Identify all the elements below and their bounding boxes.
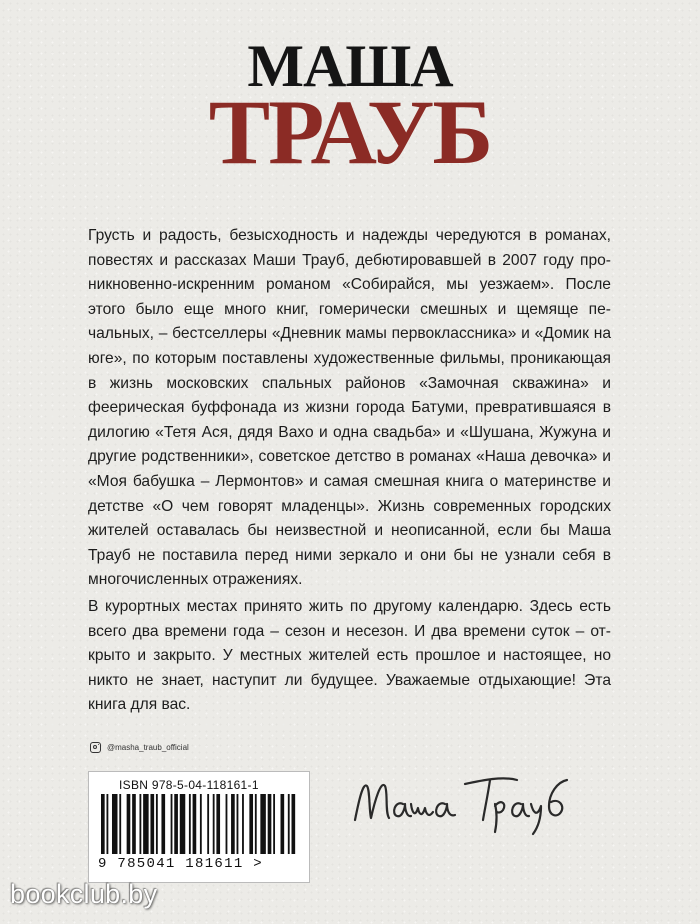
barcode-stripe [288, 794, 290, 854]
barcode-stripe [281, 794, 285, 854]
barcode-stripe [268, 794, 272, 854]
barcode-stripe [174, 794, 178, 854]
instagram-icon [90, 742, 101, 753]
barcode-stripe [107, 794, 109, 854]
blurb-paragraph-2: В курортных местах принято жить по другому календарю. Здесь есть всего два времени года – сезон и несезон. И два времени суток – открыто и закрыто. У местных жителей есть прошлое и настоящее, но никто не знает, наступит ли будущее. Уважаемые отдыхающие! Эта книга для вас. [88, 598, 611, 714]
isbn-label: ISBN 978-5-04-118161-1 [119, 778, 259, 792]
barcode-stripe [193, 794, 197, 854]
barcode-stripe [242, 794, 244, 854]
barcode-bars [101, 794, 297, 854]
barcode-stripe [127, 794, 131, 854]
barcode-stripe [189, 794, 191, 854]
social-handle-row [90, 742, 189, 753]
isbn-barcode [88, 771, 310, 883]
barcode-stripe [200, 794, 202, 854]
blurb-paragraph-1: Грусть и радость, безысходность и надежды чередуются в романах, повестях и рассказах Маши Трауб, дебютировавшей в 2007 году проникновенно-искренним романом «Собирайся, мы уезжаем». После этого было еще много книг, гомерически смешных и щемяще печальных, – бестселлеры «Дневник мамы первоклассника» и «Домик на юге», по которым поставлены художественные фильмы, проникающая в жизнь московских спальных районов «Замочная скважина» и феерическая буффонада из жизни города Батуми, превратившаяся в дилогию «Тетя Ася, дядя Вахо и одна свадьба» и «Шушана, Жужуна и другие родственники», советское детство в романах «Наша девочка» и «Моя бабушка – Лермонтов» и самая смешная книга о материнстве и детстве «О чем говорят младенцы». Жизнь современных городских жителей оставалась бы неизвестной и неописанной, если бы Маша Трауб не поставила перед ними зеркало и они бы не узнали себя в многочисленных отражениях. [88, 227, 611, 589]
barcode-stripe [273, 794, 275, 854]
author-first-name: МАША [247, 33, 453, 99]
barcode-stripe [139, 794, 141, 854]
barcode-stripe [112, 794, 118, 854]
barcode-stripe [260, 794, 266, 854]
barcode-stripe [161, 794, 165, 854]
barcode-stripe [156, 794, 158, 854]
barcode-stripe [216, 794, 220, 854]
barcode-stripe [119, 794, 121, 854]
barcode-stripe [150, 794, 154, 854]
barcode-stripe [213, 794, 215, 854]
barcode-stripe [226, 794, 228, 854]
barcode-stripe [171, 794, 173, 854]
instagram-handle: @masha_traub_official [107, 743, 189, 752]
barcode-stripe [207, 794, 209, 854]
barcode-stripe [132, 794, 136, 854]
barcode-stripe [249, 794, 253, 854]
barcode-stripe [143, 794, 149, 854]
author-last-name: ТРАУБ [208, 81, 492, 183]
barcode-stripe [180, 794, 186, 854]
watermark: bookclub.by [10, 879, 158, 909]
barcode-stripe [255, 794, 257, 854]
barcode-stripe [231, 794, 235, 854]
barcode-stripe [292, 794, 296, 854]
barcode-stripe [101, 794, 105, 854]
barcode-stripe [237, 794, 239, 854]
author-signature [345, 760, 585, 850]
ean-digits: 9 785041 181611 > [98, 856, 263, 872]
